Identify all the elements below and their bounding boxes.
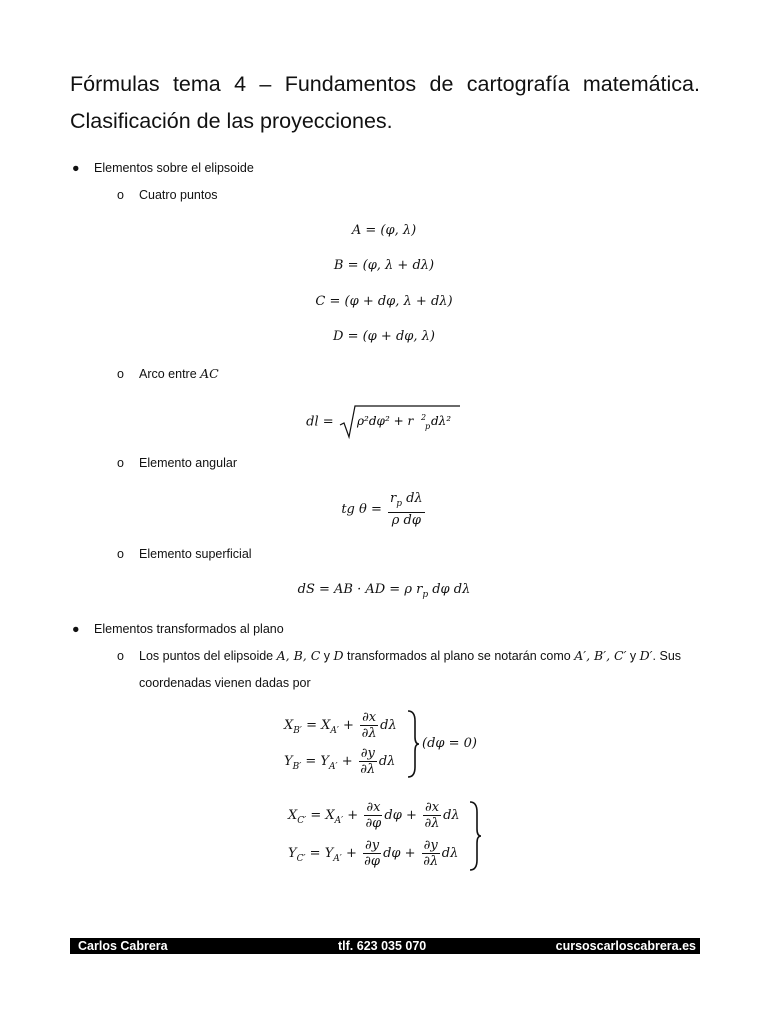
svg-text:dλ²: dλ² [430, 414, 451, 428]
circle-bullet-icon: o [117, 649, 124, 663]
footer-author: Carlos Cabrera [78, 939, 168, 953]
sub-bullet-puntos [117, 649, 139, 663]
sub-elemento-superficial: o Elemento superficial [117, 547, 252, 561]
fraction-tg: $\frac{r_p d\lambda}{\text{ρ dφ}}$ [389, 491, 423, 528]
equation-system-b [284, 707, 504, 779]
equation-a: A = (φ, λ) [351, 223, 417, 238]
circle-bullet-icon: o [117, 188, 124, 202]
equation-d: D = (φ + dφ, λ) [333, 329, 435, 344]
bullet-elementos-transformados: ● Elementos transformados al plano [72, 622, 284, 636]
equation-yc: $Y_{C'} = Y_{A'}$ + $\frac{\partial y}{\partial\varphi}$ dφ + $\frac{\partial y}{\partial\lambda}$ dλ [288, 838, 459, 869]
equation-tg: tg θ = $\frac{r_p d\lambda}{\text{ρ dφ}}$ [341, 491, 423, 528]
equation-xb: $X_{B'} = X_{A'}$ + $\frac{\partial x}{\partial\lambda}$ dλ [284, 710, 397, 741]
svg-text:2: 2 [420, 413, 426, 422]
circle-bullet-icon: o [117, 456, 124, 470]
equation-c: C = (φ + dφ, λ + dλ) [315, 294, 453, 309]
condition-dphi-zero: (dφ = 0) [422, 736, 477, 751]
page-title: Fórmulas tema 4 – Fundamentos de cartografía matemática. Clasificación de las proyecciones. [70, 72, 700, 133]
bullet-dot-icon: ● [72, 622, 80, 636]
circle-bullet-icon: o [117, 547, 124, 561]
footer-website[interactable]: cursoscarloscabrera.es [555, 939, 696, 953]
page-footer [70, 938, 700, 954]
equation-yb: $Y_{B'} = Y_{A'}$ + $\frac{\partial y}{\partial\lambda}$ dλ [284, 746, 396, 777]
paragraph-puntos-transformados: Los puntos del elipsoide A, B, C y D transformados al plano se notarán como A′, B′, C′ y D′. Sus coordenadas vienen dadas por [139, 648, 682, 690]
equation-ds: dS = AB · AD = ρ $r_p$ dφ dλ [297, 582, 471, 600]
right-brace-icon [468, 800, 482, 872]
equation-system-c [288, 796, 508, 872]
equation-xc: $X_{C'} = X_{A'}$ + $\frac{\partial x}{\partial\varphi}$ dφ + $\frac{\partial x}{\partial\lambda}$ dλ [288, 800, 460, 831]
circle-bullet-icon: o [117, 367, 124, 381]
footer-phone: tlf. 623 035 070 [338, 939, 427, 953]
svg-text:p: p [424, 422, 430, 431]
sub-elemento-angular: o Elemento angular [117, 456, 237, 470]
right-brace-icon [406, 709, 420, 779]
sub-cuatro-puntos: o Cuatro puntos [117, 188, 218, 202]
equation-b: B = (φ, λ + dλ) [333, 258, 435, 273]
bullet-elementos-elipsoide: ● Elementos sobre el elipsoide [72, 161, 254, 175]
svg-text:ρ²dφ² + r: ρ²dφ² + r [356, 414, 414, 428]
bullet-dot-icon: ● [72, 161, 80, 175]
sub-arco-entre: o Arco entre AC [117, 366, 219, 381]
square-root-icon [338, 403, 462, 441]
equation-dl: dl = ρ²dφ² + r p 2 dλ² [0, 403, 768, 441]
